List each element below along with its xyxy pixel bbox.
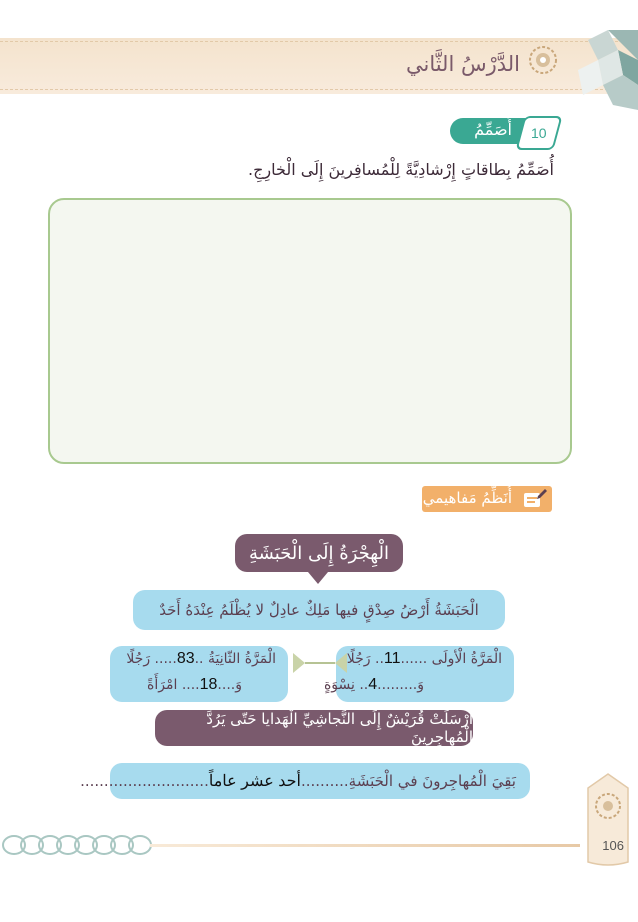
chain-ornament-icon — [2, 832, 152, 858]
first-men-line: الْمَرَّةُ الْأولَى ......11.. رَجُلًا — [346, 650, 502, 667]
stayed-dots-after: ........................... — [80, 772, 209, 790]
activity-label: أُصَمِّمُ — [474, 120, 512, 139]
footer-line — [150, 844, 580, 847]
first-migration-box — [323, 646, 514, 702]
activity-instruction: أُصَمِّمُ بِطاقاتٍ إِرْشادِيَّةً لِلْمُسافِرينَ إِلَى الْخارِجِ. — [247, 160, 554, 179]
corner-pattern-icon — [578, 30, 638, 110]
activity-number: 10 — [531, 125, 547, 141]
page-number: 106 — [602, 838, 624, 853]
second-prefix: الْمَرَّةُ الثّانِيَةُ — [207, 651, 276, 667]
second-migration-box — [110, 646, 288, 702]
page-number-ornament-icon — [586, 772, 630, 868]
second-men-dots: .. — [194, 651, 204, 667]
first-men-dots: ...... — [400, 651, 428, 667]
connector-icon — [293, 649, 347, 677]
first-women-dots: ......... — [377, 677, 418, 693]
second-women-value[interactable]: 18 — [199, 676, 218, 693]
second-men-value[interactable]: 83 — [176, 650, 195, 667]
second-women-label: امْرَأَةً — [147, 677, 178, 693]
concept-map-title: الْهِجْرَةُ إِلَى الْحَبَشَةِ — [235, 534, 403, 572]
second-men-label: رَجُلًا — [126, 651, 151, 667]
stayed-line — [80, 771, 516, 791]
concepts-label — [422, 486, 552, 512]
second-women-dots: .... — [217, 677, 236, 693]
down-arrow-icon — [308, 572, 328, 584]
stayed-text: بَقِيَ الْمُهاجِرونَ في الْحَبَشَةِ — [348, 772, 516, 790]
first-and: وَ — [417, 677, 424, 693]
pencil-notes-icon — [522, 488, 548, 510]
concepts-label-text: أُنَظِّمُ مَفاهيمي — [422, 489, 512, 507]
first-women-label: نِسْوَةٍ — [323, 677, 355, 693]
first-prefix: الْمَرَّةُ الْأولَى — [431, 651, 502, 667]
stayed-duration-box — [80, 763, 530, 799]
first-men-label: رَجُلًا — [346, 651, 371, 667]
activity-badge — [450, 118, 554, 144]
stayed-answer[interactable]: أحد عشر عاماً — [208, 773, 301, 790]
first-women-line: وَ.........4.. نِسْوَةٍ — [323, 676, 424, 693]
first-women-value[interactable]: 4 — [368, 676, 378, 693]
second-men-line: الْمَرَّةُ الثّانِيَةُ ..83..... رَجُلًا — [126, 650, 276, 667]
abyssinia-description: الْحَبَشَةُ أَرْضُ صِدْقٍ فيها مَلِكٌ عادِلٌ لا يُظْلَمُ عِنْدَهُ أَحَدٌ — [133, 590, 505, 630]
design-area[interactable] — [48, 198, 572, 464]
lesson-title: الدَّرْسُ الثَّاني — [405, 52, 520, 76]
activity-number-box — [515, 116, 562, 150]
quraysh-gifts-box: أَرْسَلَتْ قُرَيْشٌ إِلَى النَّجاشِيِّ الْهَدايا حَتّى يَرُدَّ الْمُهاجِرينَ — [155, 710, 473, 746]
stayed-dots-before: .......... — [300, 772, 349, 790]
lesson-ornament-icon — [528, 45, 558, 75]
second-women-line: وَ....18.... امْرَأَةً — [147, 676, 242, 693]
second-and: وَ — [235, 677, 242, 693]
first-men-value[interactable]: 11 — [383, 650, 401, 667]
